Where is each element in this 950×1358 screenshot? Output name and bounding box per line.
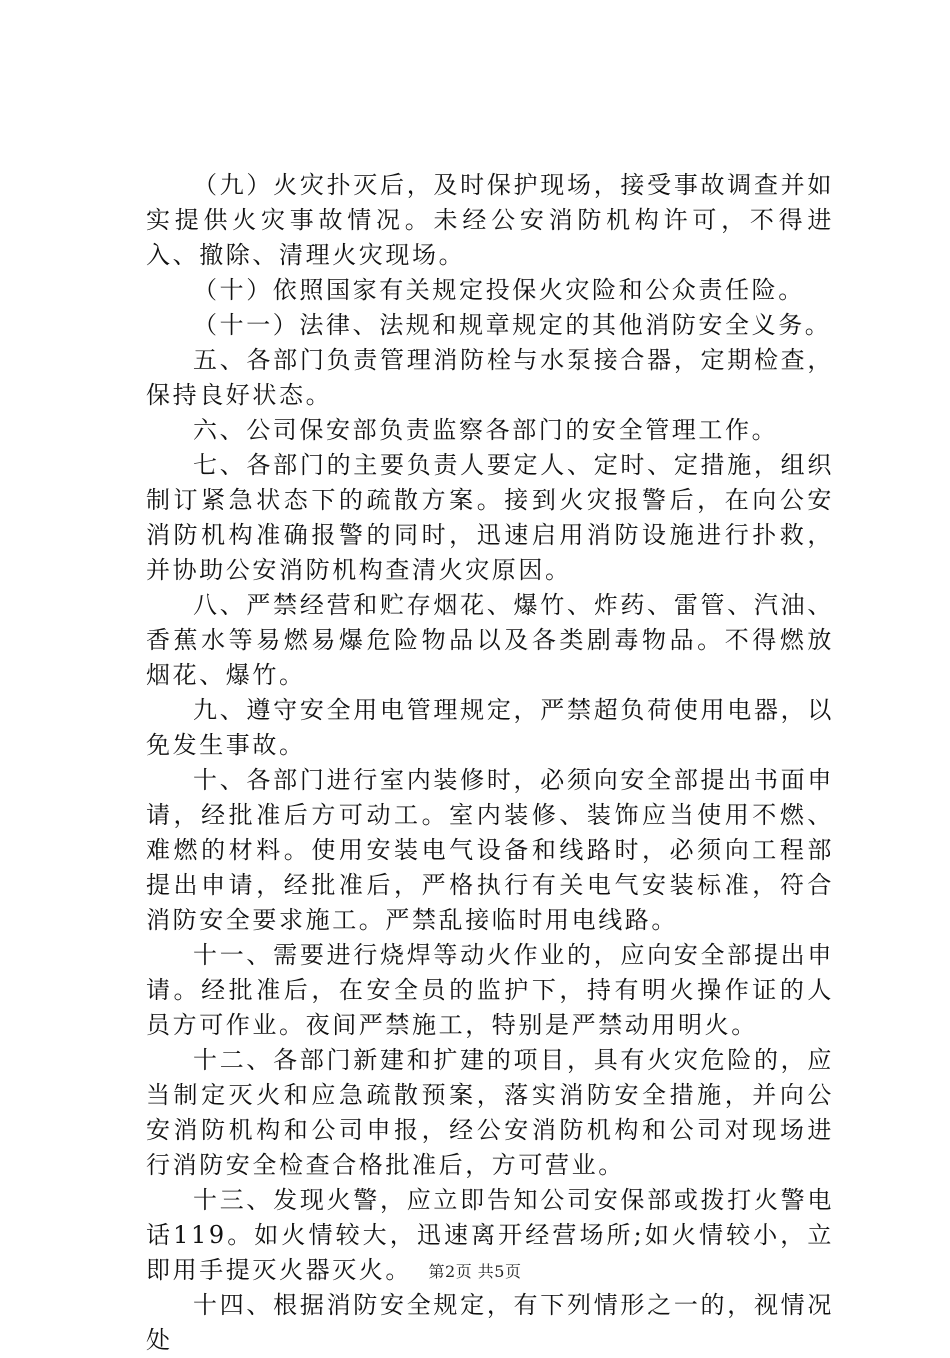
paragraph-10: （十）依照国家有关规定投保火灾险和公众责任险。 — [193, 276, 805, 304]
paragraph-9: （九）火灾扑灭后，及时保护现场，接受事故调查并如实提供火灾事故情况。未经公安消防机构许可，不得进入、撤除、清理火灾现场。 — [146, 171, 834, 269]
document-body — [146, 168, 834, 1358]
paragraph-thirteen: 十三、发现火警，应立即告知公司安保部或拨打火警电话119。如火情较大，迅速离开经营场所;如火情较小，立即用手提灭火器灭火。 — [146, 1186, 834, 1284]
paragraph-six: 六、公司保安部负责监察各部门的安全管理工作。 — [193, 416, 779, 444]
page-number-footer: 第2页 共5页 — [428, 1262, 522, 1281]
paragraph-eleven: 十一、需要进行烧焊等动火作业的，应向安全部提出申请。经批准后，在安全员的监护下，持有明火操作证的人员方可作业。夜间严禁施工，特别是严禁动用明火。 — [146, 941, 834, 1039]
paragraph-twelve: 十二、各部门新建和扩建的项目，具有火灾危险的，应当制定灭火和应急疏散预案，落实消防安全措施，并向公安消防机构和公司申报，经公安消防机构和公司对现场进行消防安全检查合格批准后，方可营业。 — [146, 1046, 834, 1179]
paragraph-five: 五、各部门负责管理消防栓与水泵接合器，定期检查，保持良好状态。 — [146, 346, 834, 409]
paragraph-ten: 十、各部门进行室内装修时，必须向安全部提出书面申请，经批准后方可动工。室内装修、装饰应当使用不燃、难燃的材料。使用安装电气设备和线路时，必须向工程部提出申请，经批准后，严格执行有关电气安装标准，符合消防安全要求施工。严禁乱接临时用电线路。 — [146, 766, 834, 934]
paragraph-nine: 九、遵守安全用电管理规定，严禁超负荷使用电器，以免发生事故。 — [146, 696, 834, 759]
paragraph-seven: 七、各部门的主要负责人要定人、定时、定措施，组织制订紧急状态下的疏散方案。接到火灾报警后，在向公安消防机构准确报警的同时，迅速启用消防设施进行扑救，并协助公安消防机构查清火灾原因。 — [146, 451, 834, 584]
paragraph-eight: 八、严禁经营和贮存烟花、爆竹、炸药、雷管、汽油、香蕉水等易燃易爆危险物品以及各类剧毒物品。不得燃放烟花、爆竹。 — [146, 591, 834, 689]
paragraph-11: （十一）法律、法规和规章规定的其他消防安全义务。 — [193, 311, 832, 339]
paragraph-fourteen: 十四、根据消防安全规定，有下列情形之一的，视情况处 — [146, 1291, 834, 1354]
